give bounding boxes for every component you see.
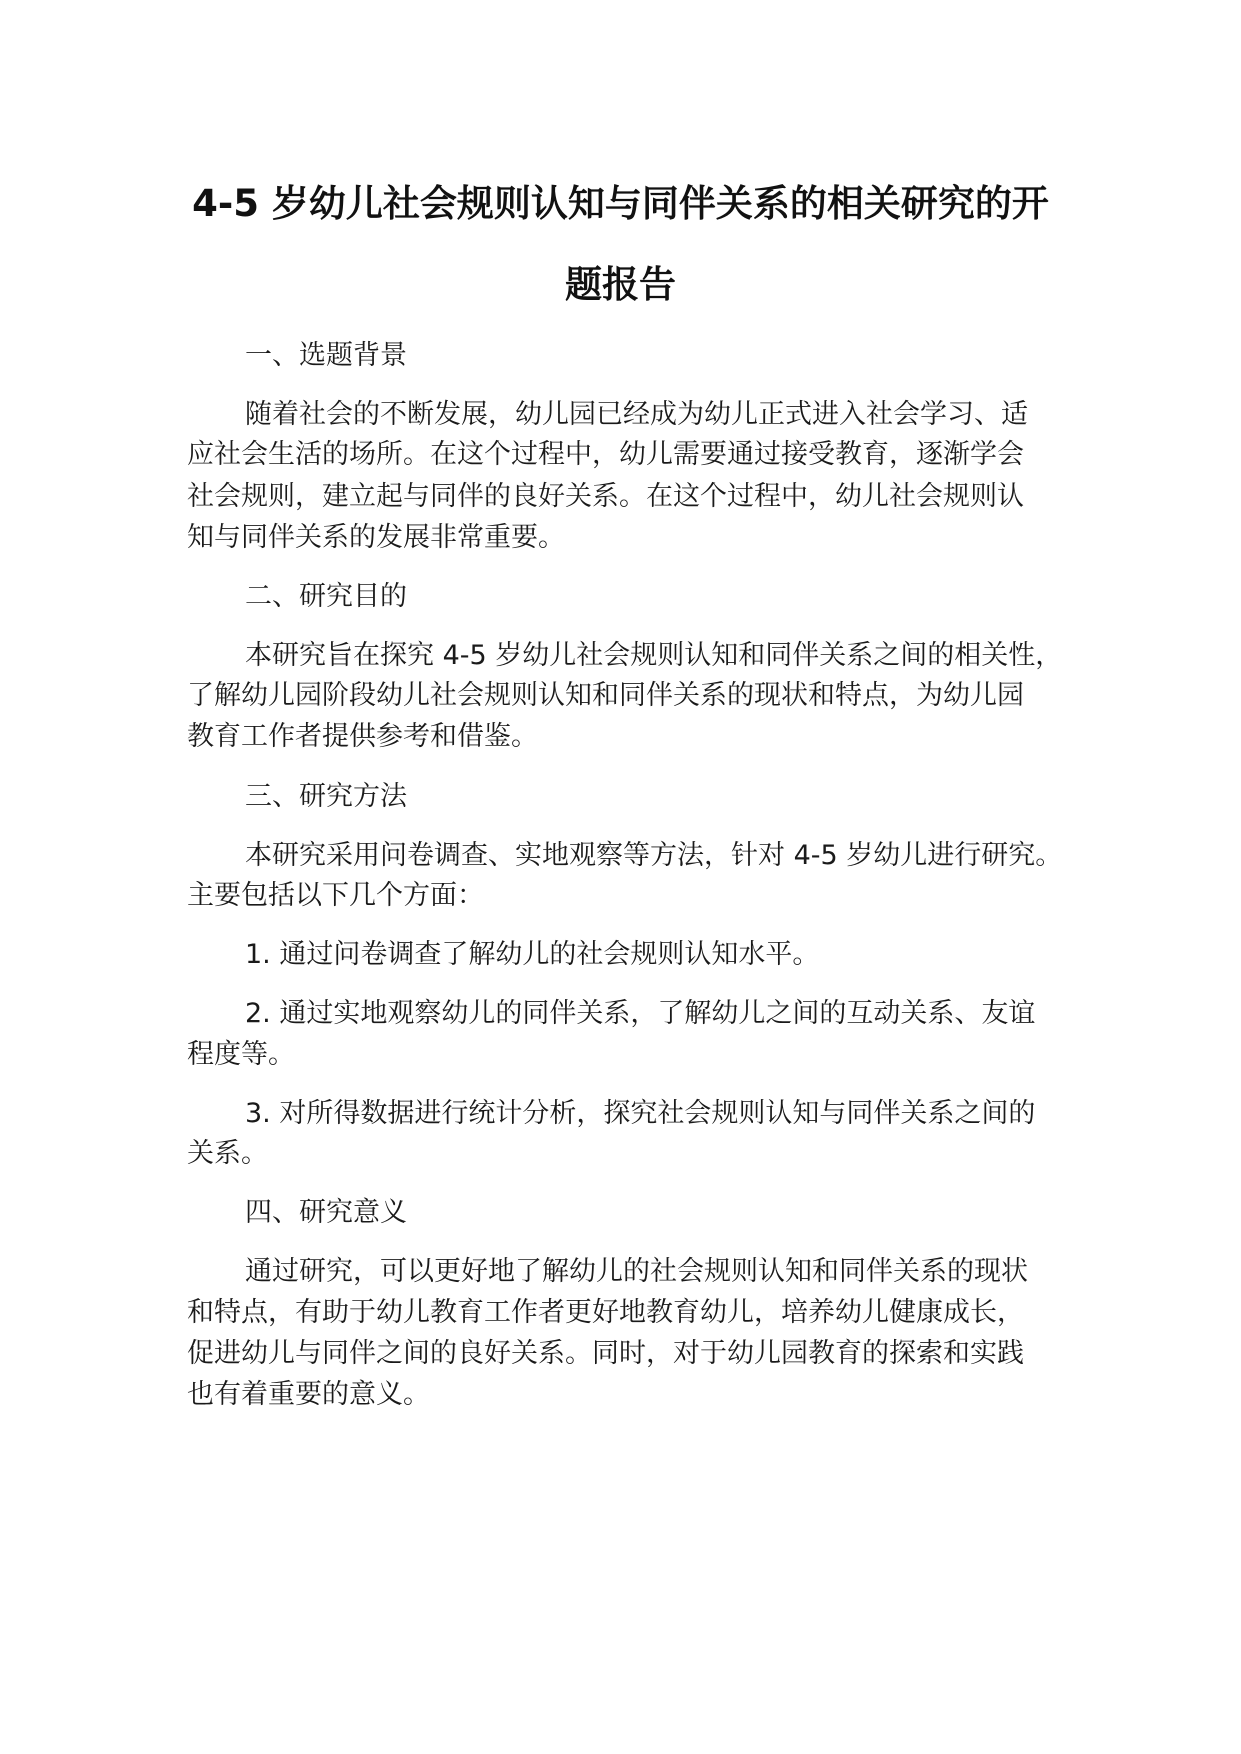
paragraph-line: 本研究旨在探究 4-5 岁幼儿社会规则认知和同伴关系之间的相关性， <box>245 640 1063 671</box>
paragraph-line: 社会规则，建立起与同伴的良好关系。在这个过程中，幼儿社会规则认 <box>187 481 1024 512</box>
paragraph-line: 随着社会的不断发展，幼儿园已经成为幼儿正式进入社会学习、适 <box>245 399 1028 430</box>
paragraph-line: 主要包括以下几个方面： <box>187 880 484 911</box>
list-item-2: 2. 通过实地观察幼儿的同伴关系，了解幼儿之间的互动关系、友谊 <box>245 998 1036 1029</box>
list-item-3-continuation: 关系。 <box>187 1138 268 1169</box>
paragraph-line: 促进幼儿与同伴之间的良好关系。同时，对于幼儿园教育的探索和实践 <box>187 1338 1024 1369</box>
section-heading-background: 一、选题背景 <box>245 340 407 371</box>
section-heading-purpose: 二、研究目的 <box>245 581 407 612</box>
list-item-1: 1. 通过问卷调查了解幼儿的社会规则认知水平。 <box>245 939 820 970</box>
list-item-3: 3. 对所得数据进行统计分析，探究社会规则认知与同伴关系之间的 <box>245 1098 1036 1129</box>
section-heading-significance: 四、研究意义 <box>245 1197 407 1228</box>
paragraph-line: 本研究采用问卷调查、实地观察等方法，针对 4-5 岁幼儿进行研究。 <box>245 840 1063 871</box>
paragraph-line: 和特点，有助于幼儿教育工作者更好地教育幼儿，培养幼儿健康成长， <box>187 1297 1024 1328</box>
list-item-2-continuation: 程度等。 <box>187 1039 295 1070</box>
paragraph-line: 教育工作者提供参考和借鉴。 <box>187 721 538 752</box>
paragraph-line: 通过研究，可以更好地了解幼儿的社会规则认知和同伴关系的现状 <box>245 1256 1028 1287</box>
paragraph-line: 也有着重要的意义。 <box>187 1379 430 1410</box>
paragraph-line: 知与同伴关系的发展非常重要。 <box>187 522 565 553</box>
document-title-line-2: 题报告 <box>565 263 676 306</box>
paragraph-line: 了解幼儿园阶段幼儿社会规则认知和同伴关系的现状和特点，为幼儿园 <box>187 680 1024 711</box>
section-heading-methods: 三、研究方法 <box>245 781 407 812</box>
document-title-line-1: 4-5 岁幼儿社会规则认知与同伴关系的相关研究的开 <box>192 182 1049 225</box>
paragraph-line: 应社会生活的场所。在这个过程中，幼儿需要通过接受教育，逐渐学会 <box>187 439 1024 470</box>
